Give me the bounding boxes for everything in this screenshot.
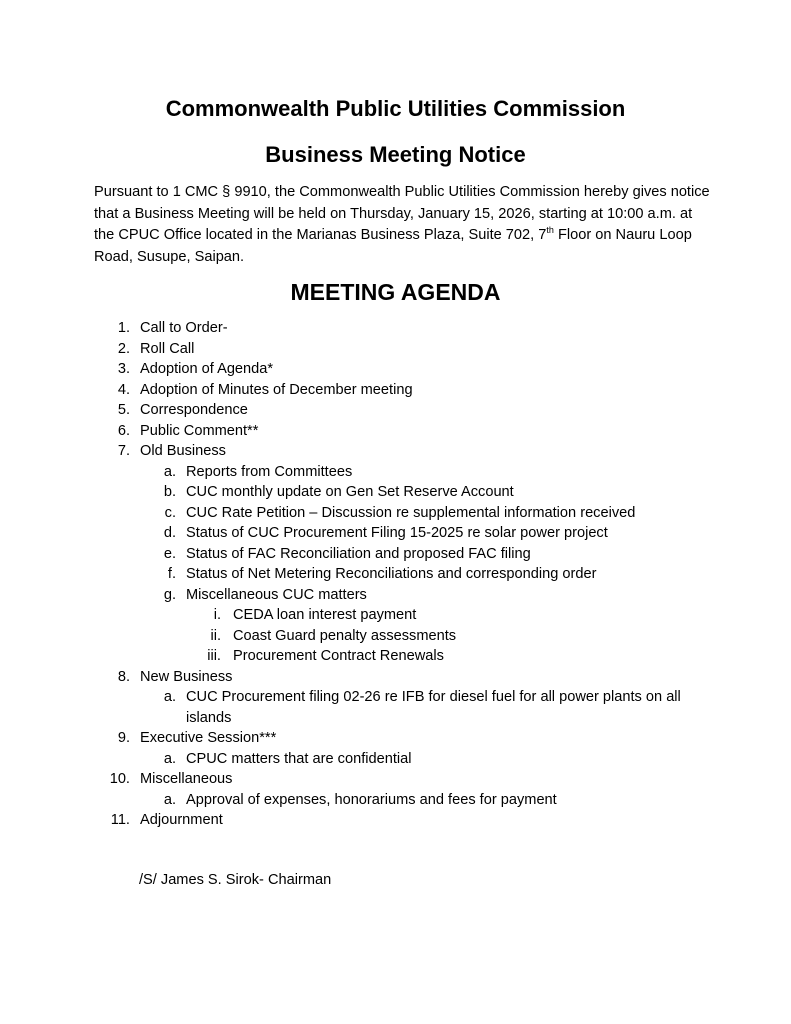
agenda-item-text: Roll Call <box>140 341 195 357</box>
agenda-item-number: 9. <box>117 730 130 746</box>
intro-text-end: Floor on Nauru Loop Road, Susupe, Saipan. <box>94 227 692 265</box>
agenda-subitem-text: Status of CUC Procurement Filing 15-2025 re solar power project <box>186 525 608 541</box>
agenda-item-text: Correspondence <box>140 402 248 418</box>
agenda-item-number: 2. <box>117 341 130 357</box>
agenda-subitem-letter: d. <box>163 525 176 541</box>
agenda-item-number: 7. <box>117 443 130 459</box>
agenda-item-number: 5. <box>117 402 130 418</box>
agenda-subsubitem-text: CEDA loan interest payment <box>233 607 417 623</box>
agenda-subitem-text: islands <box>186 710 232 726</box>
agenda-item-number: 4. <box>117 382 130 398</box>
intro-text: Pursuant to 1 CMC § 9910, the Commonwealth Public Utilities Commission hereby gives notice that a Business Meeting will be held on Thursday, January 15, 2026, starting at 10:00 a.m. at the CPUC Office located in the Marianas Business Plaza, Suite 702, 7 <box>94 184 710 243</box>
agenda-subitem-letter: c. <box>164 505 176 521</box>
agenda-subitem-text: CUC Procurement filing 02-26 re IFB for diesel fuel for all power plants on all <box>186 689 681 705</box>
agenda-subitem-letter: f. <box>167 566 176 582</box>
notice-title: Business Meeting Notice <box>265 142 526 167</box>
agenda-subsubitem-numeral: ii. <box>210 628 221 644</box>
agenda-item-text: Adjournment <box>140 812 223 828</box>
agenda-subitem-letter: a. <box>163 751 176 767</box>
agenda-subitem-text: CUC Rate Petition – Discussion re supplemental information received <box>186 505 636 521</box>
agenda-subitem-letter: e. <box>163 546 176 562</box>
agenda-subitem-text: CPUC matters that are confidential <box>186 751 412 767</box>
agenda-subitem-text: Miscellaneous CUC matters <box>186 587 367 603</box>
agenda-item-text: Executive Session*** <box>140 730 277 746</box>
agenda-item-text: Miscellaneous <box>140 771 233 787</box>
agenda-subitem-text: CUC monthly update on Gen Set Reserve Account <box>186 484 514 500</box>
agenda-subitem-text: Status of Net Metering Reconciliations and corresponding order <box>186 566 597 582</box>
agenda-subitem-text: Reports from Committees <box>186 464 353 480</box>
agenda-item-text: Public Comment** <box>140 423 259 439</box>
agenda-item-text: Adoption of Minutes of December meeting <box>140 382 413 398</box>
agenda-item-number: 3. <box>117 361 130 377</box>
agenda-subitem-letter: g. <box>163 587 176 603</box>
agenda-item-number: 11. <box>110 812 130 828</box>
agenda-subitem-letter: a. <box>163 689 176 705</box>
agenda-item-number: 6. <box>117 423 130 439</box>
agenda-subitem-text: Status of FAC Reconciliation and proposed FAC filing <box>186 546 531 562</box>
agenda-subitem-letter: a. <box>163 792 176 808</box>
agenda-subsubitem-numeral: i. <box>213 607 221 623</box>
agenda-subsubitem-numeral: iii. <box>207 648 221 664</box>
intro-paragraph <box>94 182 714 268</box>
agenda-item-number: 8. <box>117 669 130 685</box>
agenda-title: MEETING AGENDA <box>290 279 501 305</box>
agenda-item-text: Old Business <box>140 443 226 459</box>
agenda-subitem-text: Approval of expenses, honorariums and fees for payment <box>186 792 557 808</box>
agenda-item-text: Adoption of Agenda* <box>140 361 274 377</box>
agenda-item-text: New Business <box>140 669 233 685</box>
intro-superscript: th <box>546 225 554 236</box>
commission-title: Commonwealth Public Utilities Commission <box>165 96 626 121</box>
agenda-subitem-letter: a. <box>163 464 176 480</box>
agenda-item-number: 10. <box>109 771 130 787</box>
agenda-item-number: 1. <box>117 320 130 336</box>
chairman-signature: /S/ James S. Sirok- Chairman <box>139 872 332 888</box>
agenda-item-text: Call to Order- <box>140 320 228 336</box>
agenda-subsubitem-text: Procurement Contract Renewals <box>233 648 444 664</box>
agenda-subsubitem-text: Coast Guard penalty assessments <box>233 628 457 644</box>
agenda-subitem-letter: b. <box>163 484 176 500</box>
